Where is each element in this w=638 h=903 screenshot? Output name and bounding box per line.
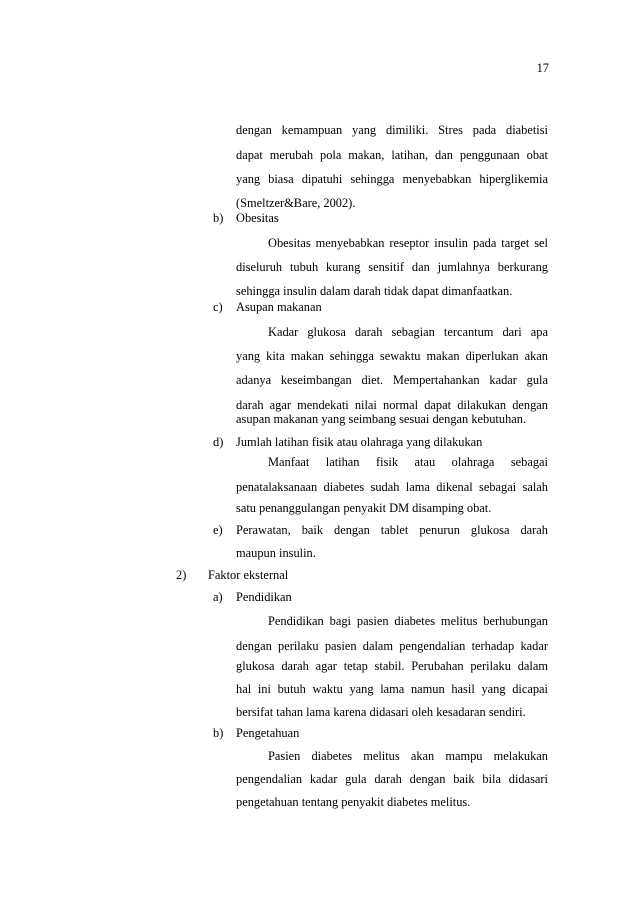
paragraph-line: Manfaat latihan fisik atau olahraga sebagai — [268, 455, 548, 469]
paragraph-line: (Smeltzer&Bare, 2002). — [236, 196, 356, 210]
list-item-heading: Pendidikan — [236, 590, 292, 604]
list-label: 2) — [176, 568, 187, 582]
list-item-heading: Jumlah latihan fisik atau olahraga yang dilakukan — [236, 435, 483, 449]
list-item-heading: Asupan makanan — [236, 300, 322, 314]
paragraph-line: maupun insulin. — [236, 546, 316, 560]
paragraph-line: adanya keseimbangan diet. Mempertahankan kadar gula — [236, 373, 548, 387]
page-number: 17 — [536, 61, 549, 75]
paragraph-line: Pasien diabetes melitus akan mampu melakukan — [268, 749, 548, 763]
list-label: b) — [213, 211, 224, 225]
paragraph-line: darah agar mendekati nilai normal dapat dilakukan dengan — [236, 398, 548, 412]
paragraph-line: satu penanggulangan penyakit DM disamping obat. — [236, 501, 492, 515]
paragraph-line: dengan kemampuan yang dimiliki. Stres pada diabetisi — [236, 123, 548, 137]
list-label: e) — [213, 523, 223, 537]
list-item-heading: Obesitas — [236, 211, 279, 225]
paragraph-line: Kadar glukosa darah sebagian tercantum dari apa — [268, 325, 548, 339]
list-item-heading: Pengetahuan — [236, 726, 300, 740]
paragraph-line: penatalaksanaan diabetes sudah lama dikenal sebagai salah — [236, 480, 548, 494]
paragraph-line: hal ini butuh waktu yang lama namun hasil yang dicapai — [236, 682, 548, 696]
list-label: d) — [213, 435, 224, 449]
paragraph-line: dengan perilaku pasien dalam pengendalian terhadap kadar — [236, 639, 548, 653]
paragraph-line: Obesitas menyebabkan reseptor insulin pada target sel — [268, 236, 548, 250]
paragraph-line: glukosa darah agar tetap stabil. Perubahan perilaku dalam — [236, 659, 548, 673]
paragraph-line: bersifat tahan lama karena didasari oleh kesadaran sendiri. — [236, 705, 526, 719]
paragraph-line: diseluruh tubuh kurang sensitif dan jumlahnya berkurang — [236, 260, 548, 274]
list-label: c) — [213, 300, 223, 314]
paragraph-line: yang biasa dipatuhi sehingga menyebabkan hiperglikemia — [236, 172, 548, 186]
paragraph-line: asupan makanan yang seimbang sesuai dengan kebutuhan. — [236, 412, 527, 426]
paragraph-line: pengendalian kadar gula darah dengan baik bila didasari — [236, 772, 548, 786]
list-label: b) — [213, 726, 224, 740]
paragraph-line: sehingga insulin dalam darah tidak dapat dimanfaatkan. — [236, 284, 513, 298]
paragraph-line: dapat merubah pola makan, latihan, dan penggunaan obat — [236, 148, 548, 162]
paragraph-line: yang kita makan sehingga sewaktu makan diperlukan akan — [236, 349, 548, 363]
paragraph-line: pengetahuan tentang penyakit diabetes melitus. — [236, 795, 471, 809]
list-label: a) — [213, 590, 223, 604]
list-item-heading: Perawatan, baik dengan tablet penurun glukosa darah — [236, 523, 548, 537]
paragraph-line: Pendidikan bagi pasien diabetes melitus berhubungan — [268, 614, 548, 628]
section-heading: Faktor eksternal — [208, 568, 289, 582]
